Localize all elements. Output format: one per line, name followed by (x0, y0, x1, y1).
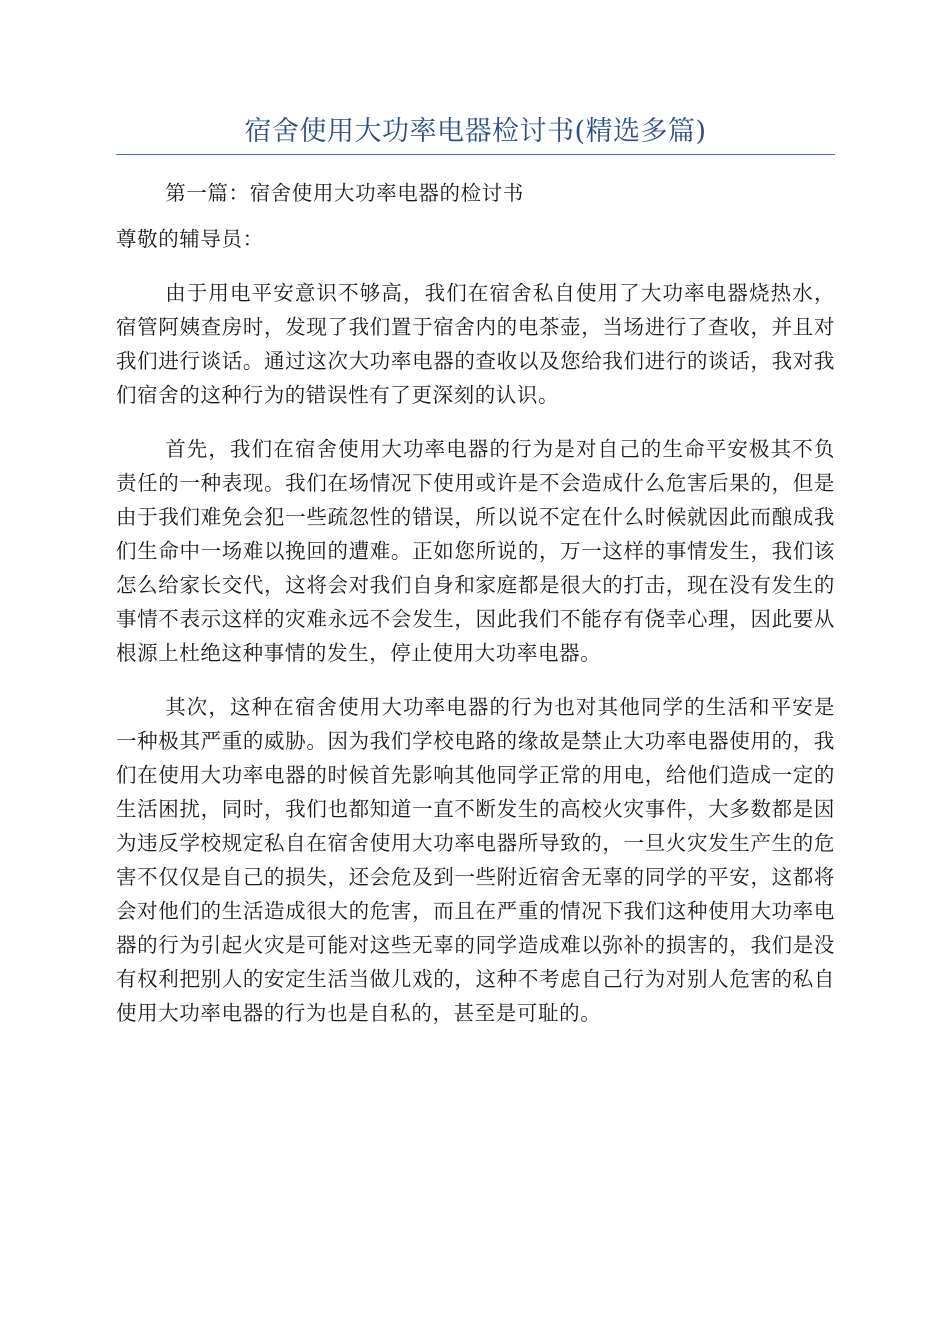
body-paragraph-3: 其次，这种在宿舍使用大功率电器的行为也对其他同学的生活和平安是一种极其严重的威胁。因为我们学校电路的缘故是禁止大功率电器使用的，我们在使用大功率电器的时候首先影响其他同学正常的用电，给他们造成一定的生活困扰，同时，我们也都知道一直不断发生的高校火灾事件，大多数都是因为违反学校规定私自在宿舍使用大功率电器所导致的，一旦火灾发生产生的危害不仅仅是自己的损失，还会危及到一些附近宿舍无辜的同学的平安，这都将会对他们的生活造成很大的危害，而且在严重的情况下我们这种使用大功率电器的行为引起火灾是可能对这些无辜的同学造成难以弥补的损害的，我们是没有权利把别人的安定生活当做儿戏的，这种不考虑自己行为对别人危害的私自使用大功率电器的行为也是自私的，甚至是可耻的。 (116, 695, 835, 1025)
document-body (116, 176, 835, 1030)
salutation: 尊敬的辅导员： (116, 227, 264, 251)
document-title: 宿舍使用大功率电器检讨书(精选多篇) (244, 116, 707, 147)
title-underline (116, 154, 835, 155)
body-paragraph-1: 由于用电平安意识不够高，我们在宿舍私自使用了大功率电器烧热水，宿管阿姨查房时，发现了我们置于宿舍内的电茶壶，当场进行了查收，并且对我们进行谈话。通过这次大功率电器的查收以及您给我们进行的谈话，我对我们宿舍的这种行为的错误性有了更深刻的认识。 (116, 281, 835, 407)
section-heading: 第一篇：宿舍使用大功率电器的检讨书 (165, 181, 524, 205)
body-paragraph-2: 首先，我们在宿舍使用大功率电器的行为是对自己的生命平安极其不负责任的一种表现。我们在场情况下使用或许是不会造成什么危害后果的，但是由于我们难免会犯一些疏忽性的错误，所以说不定在什么时候就因此而酿成我们生命中一场难以挽回的遭难。正如您所说的，万一这样的事情发生，我们该怎么给家长交代，这将会对我们自身和家庭都是很大的打击，现在没有发生的事情不表示这样的灾难永远不会发生，因此我们不能存有侥幸心理，因此要从根源上杜绝这种事情的发生，停止使用大功率电器。 (116, 437, 835, 665)
